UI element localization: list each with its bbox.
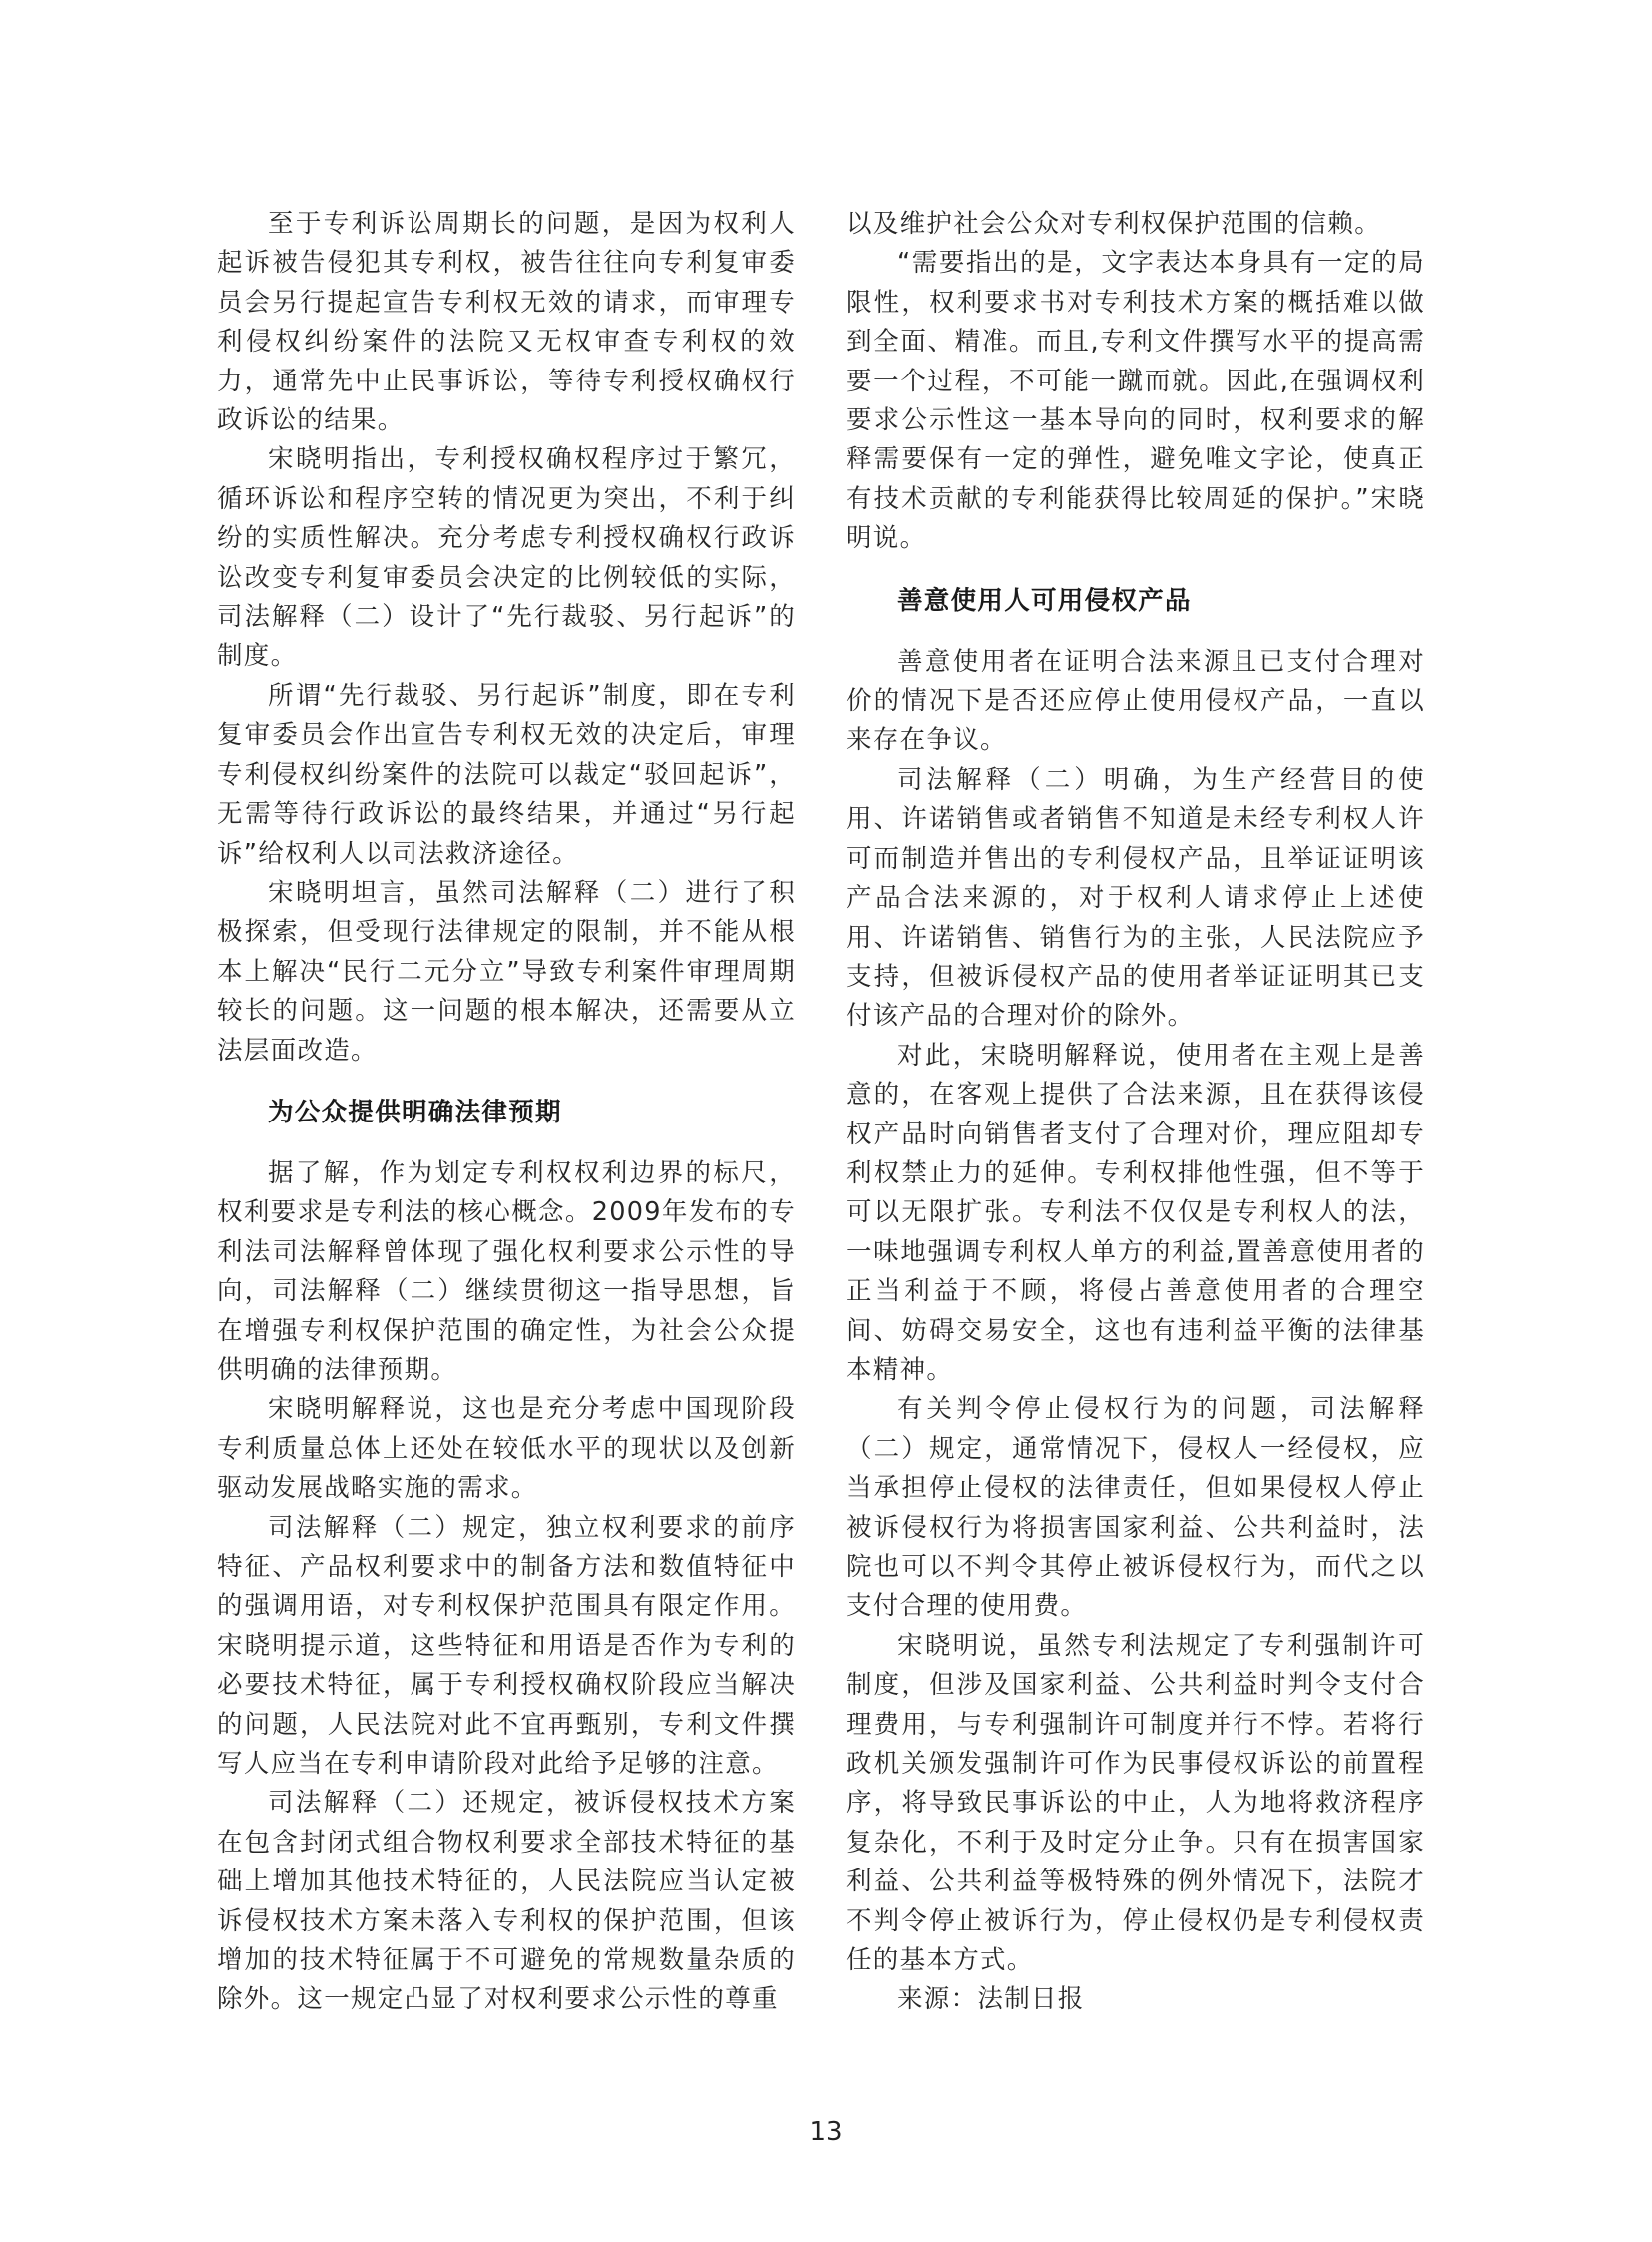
paragraph: 宋晓明解释说，这也是充分考虑中国现阶段专利质量总体上还处在较低水平的现状以及创新驱动发展战略实施的需求。 [217, 1394, 796, 1504]
paragraph: 有关判令停止侵权行为的问题，司法解释（二）规定，通常情况下，侵权人一经侵权，应当承担停止侵权的法律责任，但如果侵权人停止被诉侵权行为将损害国家利益、公共利益时，法院也可以不判令其停止被诉侵权行为，而代之以支付合理的使用费。 [846, 1394, 1425, 1622]
paragraph: 至于专利诉讼周期长的问题，是因为权利人起诉被告侵犯其专利权，被告往往向专利复审委员会另行提起宣告专利权无效的请求，而审理专利侵权纠纷案件的法院又无权审查专利权的效力，通常先中止民事诉讼，等待专利授权确权行政诉讼的结果。 [217, 209, 796, 436]
paragraph: 宋晓明指出，专利授权确权程序过于繁冗，循环诉讼和程序空转的情况更为突出，不利于纠纷的实质性解决。充分考虑专利授权确权行政诉讼改变专利复审委员会决定的比例较低的实际，司法解释（二）设计了“先行裁驳、另行起诉”的制度。 [217, 444, 796, 672]
source-line: 来源：法制日报 [897, 1984, 1085, 2015]
paragraph: 据了解，作为划定专利权权利边界的标尺，权利要求是专利法的核心概念。2009年发布的专利法司法解释曾体现了强化权利要求公示性的导向，司法解释（二）继续贯彻这一指导思想，旨在增强专利权保护范围的确定性，为社会公众提供明确的法律预期。 [217, 1157, 796, 1385]
paragraph: 所谓“先行裁驳、另行起诉”制度，即在专利复审委员会作出宣告专利权无效的决定后，审理专利侵权纠纷案件的法院可以裁定“驳回起诉”，无需等待行政诉讼的最终结果，并通过“另行起诉”给权利人以司法救济途径。 [217, 680, 796, 869]
left-column [217, 205, 796, 2020]
section-heading: 善意使用人可用侵权产品 [897, 585, 1192, 616]
paragraph: 司法解释（二）还规定，被诉侵权技术方案在包含封闭式组合物权利要求全部技术特征的基础上增加其他技术特征的，人民法院应当认定被诉侵权技术方案未落入专利权的保护范围，但该增加的技术特征属于不可避免的常规数量杂质的除外。这一规定凸显了对权利要求公示性的尊重 [217, 1788, 796, 2015]
paragraph: 宋晓明说，虽然专利法规定了专利强制许可制度，但涉及国家利益、公共利益时判令支付合理费用，与专利强制许可制度并行不悖。若将行政机关颁发强制许可作为民事侵权诉讼的前置程序，将导致民事诉讼的中止，人为地将救济程序复杂化，不利于及时定分止争。只有在损害国家利益、公共利益等极特殊的例外情况下，法院才不判令停止被诉行为，停止侵权仍是专利侵权责任的基本方式。 [846, 1630, 1425, 1976]
paragraph: 司法解释（二）规定，独立权利要求的前序特征、产品权利要求中的制备方法和数值特征中的强调用语，对专利权保护范围具有限定作用。宋晓明提示道，这些特征和用语是否作为专利的必要技术特征，属于专利授权确权阶段应当解决的问题，人民法院对此不宜再甄别，专利文件撰写人应当在专利申请阶段对此给予足够的注意。 [217, 1512, 796, 1780]
page-number: 13 [809, 2117, 843, 2147]
paragraph-continuation: 以及维护社会公众对专利权保护范围的信赖。 [846, 209, 1382, 239]
paragraph: 善意使用者在证明合法来源且已支付合理对价的情况下是否还应停止使用侵权产品，一直以来存在争议。 [846, 646, 1425, 756]
right-column [846, 205, 1425, 2020]
paragraph: “需要指出的是，文字表达本身具有一定的局限性，权利要求书对专利技术方案的概括难以做到全面、精准。而且,专利文件撰写水平的提高需要一个过程，不可能一蹴而就。因此,在强调权利要求公示性这一基本导向的同时，权利要求的解释需要保有一定的弹性，避免唯文字论，使真正有技术贡献的专利能获得比较周延的保护。”宋晓明说。 [846, 248, 1425, 554]
paragraph: 宋晓明坦言，虽然司法解释（二）进行了积极探索，但受现行法律规定的限制，并不能从根本上解决“民行二元分立”导致专利案件审理周期较长的问题。这一问题的根本解决，还需要从立法层面改造。 [217, 877, 796, 1066]
section-heading: 为公众提供明确法律预期 [268, 1097, 562, 1127]
paragraph: 对此，宋晓明解释说，使用者在主观上是善意的，在客观上提供了合法来源，且在获得该侵权产品时向销售者支付了合理对价，理应阻却专利权禁止力的延伸。专利权排他性强，但不等于可以无限扩张。专利法不仅仅是专利权人的法，一味地强调专利权人单方的利益,置善意使用者的正当利益于不顾，将侵占善意使用者的合理空间、妨碍交易安全，这也有违利益平衡的法律基本精神。 [846, 1040, 1425, 1385]
paragraph: 司法解释（二）明确，为生产经营目的使用、许诺销售或者销售不知道是未经专利权人许可而制造并售出的专利侵权产品，且举证证明该产品合法来源的，对于权利人请求停止上述使用、许诺销售、销售行为的主张，人民法院应予支持，但被诉侵权产品的使用者举证证明其已支付该产品的合理对价的除外。 [846, 764, 1425, 1032]
